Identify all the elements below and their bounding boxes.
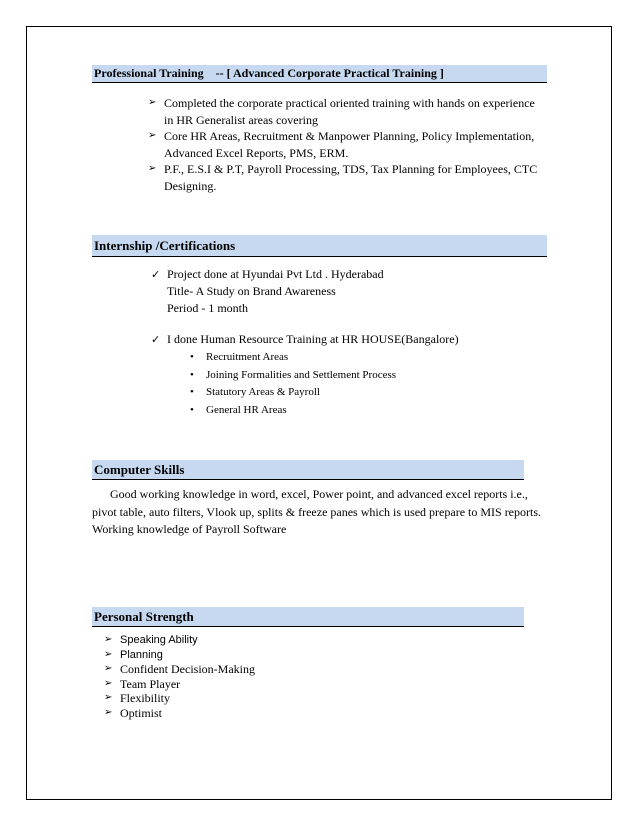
personal-strength-list [104, 633, 404, 720]
arrow-bullet-icon: ➢ [104, 634, 113, 645]
professional-training-heading: Professional Training -- [ Advanced Corporate Practical Training ] [92, 65, 547, 83]
computer-skills-text: Good working knowledge in word, excel, Power point, and advanced excel reports i.e., pivot table, auto filters, Vlook up, splits & freeze panes which is used prepare to MIS reports. Working knowledge of Payroll Software [92, 487, 542, 536]
list-item-text: Joining Formalities and Settlement Process [206, 368, 397, 381]
project-title: Title- A Study on Brand Awareness [167, 284, 336, 298]
list-item-text: Core HR Areas, Recruitment & Manpower Planning, Policy Implementation, Advanced Excel Reports, PMS, ERM. [164, 129, 535, 160]
checkmark-icon: ✓ [151, 333, 161, 346]
list-item-text: Flexibility [120, 691, 171, 705]
project-text: Project done at Hyundai Pvt Ltd . Hyderabad [167, 267, 384, 281]
bullet-dot-icon: • [190, 386, 194, 398]
arrow-bullet-icon: ➢ [148, 97, 157, 108]
list-item-text: Recruitment Areas [206, 351, 289, 363]
arrow-bullet-icon: ➢ [148, 163, 157, 174]
arrow-bullet-icon: ➢ [148, 130, 157, 141]
internship-heading: Internship /Certifications [92, 235, 547, 257]
list-item [148, 95, 538, 128]
arrow-bullet-icon: ➢ [104, 648, 113, 660]
list-item-text: P.F., E.S.I & P.T, Payroll Processing, TDS, Tax Planning for Employees, CTC Designing. [164, 162, 538, 193]
training-block [151, 331, 459, 348]
bullet-dot-icon: • [190, 403, 194, 416]
personal-strength-heading: Personal Strength [92, 607, 524, 627]
list-item-text: Optimist [120, 705, 163, 720]
list-item [148, 161, 538, 194]
bullet-dot-icon: • [190, 351, 194, 363]
training-bullet-list [190, 349, 396, 419]
list-item-text: Statutory Areas & Payroll [206, 386, 320, 398]
arrow-bullet-icon: ➢ [104, 663, 113, 674]
training-text: I done Human Resource Training at HR HOUSE(Bangalore) [167, 332, 459, 346]
list-item [104, 706, 404, 721]
project-period: Period - 1 month [167, 301, 248, 315]
list-item-text: Planning [120, 648, 163, 661]
arrow-bullet-icon: ➢ [104, 677, 113, 689]
training-line [151, 331, 459, 348]
arrow-bullet-icon: ➢ [104, 692, 113, 703]
list-item-text: Speaking Ability [120, 634, 198, 646]
list-item [190, 367, 396, 385]
list-item [104, 662, 404, 677]
bullet-dot-icon: • [190, 368, 194, 381]
list-item [190, 402, 396, 420]
list-item-text: General HR Areas [206, 403, 287, 416]
list-item-text: Confident Decision-Making [120, 662, 255, 676]
project-line [151, 266, 384, 283]
project-block [151, 266, 384, 317]
computer-skills-heading: Computer Skills [92, 460, 524, 480]
list-item [104, 648, 404, 663]
list-item-text: Team Player [120, 676, 181, 691]
professional-training-list [148, 95, 538, 194]
list-item [148, 128, 538, 161]
list-item [104, 691, 404, 706]
checkmark-icon: ✓ [151, 268, 161, 281]
list-item-text: Completed the corporate practical oriented training with hands on experience in HR Generalist areas covering [164, 96, 535, 127]
list-item [104, 677, 404, 692]
list-item [190, 349, 396, 367]
list-item [190, 384, 396, 402]
arrow-bullet-icon: ➢ [104, 706, 113, 718]
list-item [104, 633, 404, 648]
